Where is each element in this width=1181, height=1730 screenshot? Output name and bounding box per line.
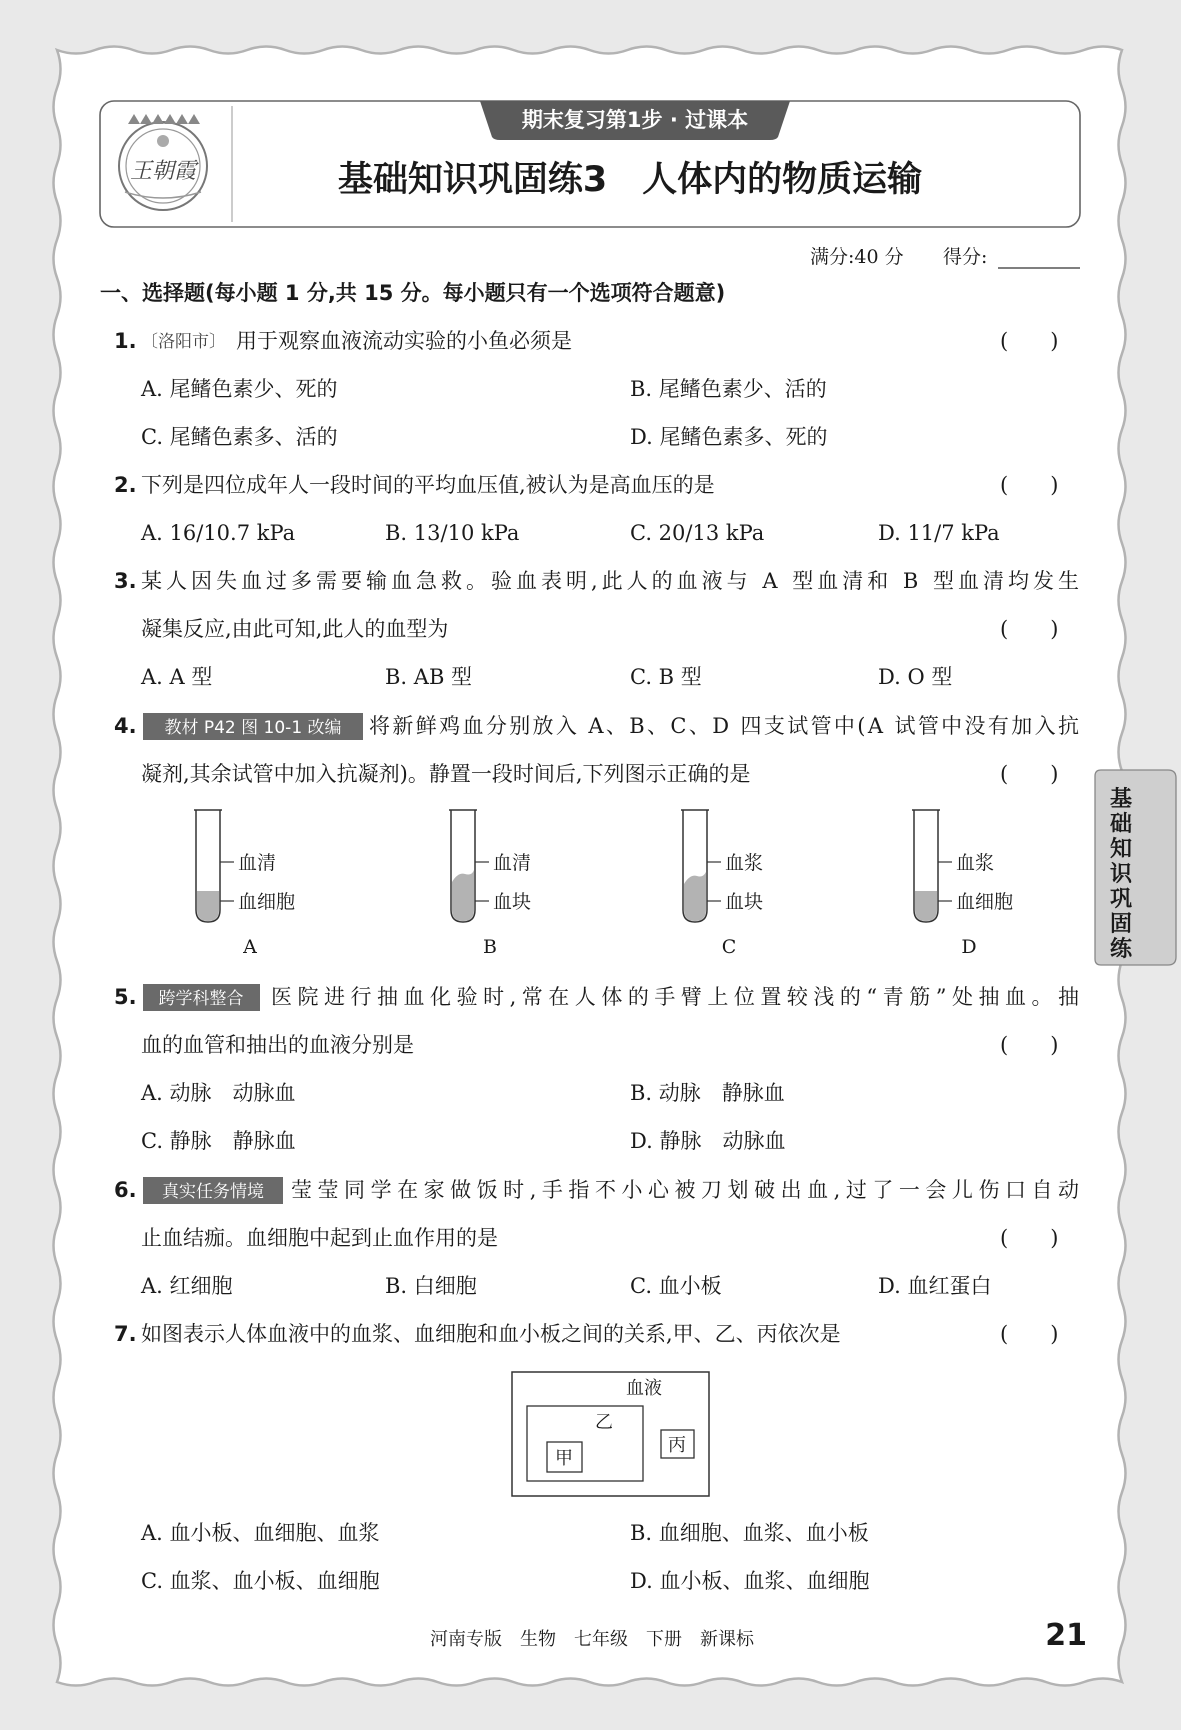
tube-label-top: 血清 — [493, 852, 532, 874]
diagram-inner-label: 甲 — [555, 1448, 573, 1469]
option-b[interactable]: B. AB 型 — [385, 665, 473, 689]
tube-letter[interactable]: C — [721, 936, 737, 958]
question-number: 2. — [114, 473, 137, 497]
tube-letter[interactable]: B — [483, 936, 497, 958]
tube-label-top: 血浆 — [956, 852, 995, 874]
option-b[interactable]: B. 尾鳍色素少、活的 — [630, 377, 827, 401]
tube-label-top: 血清 — [238, 852, 277, 874]
option-c[interactable]: C. 尾鳍色素多、活的 — [141, 425, 338, 449]
question-tag: 真实任务情境 — [162, 1182, 264, 1202]
answer-paren[interactable]: ( ) — [1000, 1033, 1059, 1057]
question-tag: 跨学科整合 — [158, 989, 244, 1009]
answer-paren[interactable]: ( ) — [1000, 762, 1059, 786]
option-c[interactable]: C. 20/13 kPa — [630, 521, 765, 545]
side-tab-char: 巩 — [1109, 887, 1133, 912]
question-text: 某人因失血过多需要输血急救。验血表明,此人的血液与 A 型血清和 B 型血清均发生 — [141, 569, 1079, 593]
option-a[interactable]: A. 动脉 动脉血 — [141, 1081, 296, 1105]
option-b[interactable]: B. 动脉 静脉血 — [630, 1081, 785, 1105]
question-number: 1. — [114, 329, 137, 353]
side-tab-char: 知 — [1109, 837, 1133, 862]
score-label: 得分: — [943, 246, 988, 268]
page-title: 基础知识巩固练3 人体内的物质运输 — [337, 160, 923, 200]
side-tab-char: 础 — [1109, 812, 1133, 837]
tube-label-bottom: 血细胞 — [956, 891, 1014, 913]
footer-text: 河南专版 生物 七年级 下册 新课标 — [430, 1629, 754, 1650]
diagram-middle-label: 乙 — [595, 1412, 613, 1433]
side-tab[interactable] — [1095, 770, 1176, 965]
tube-label-bottom: 血细胞 — [238, 891, 296, 913]
tube-letter[interactable]: A — [243, 936, 257, 958]
question-number: 5. — [114, 985, 137, 1009]
option-a[interactable]: A. 血小板、血细胞、血浆 — [141, 1521, 380, 1545]
answer-paren[interactable]: ( ) — [1000, 1322, 1059, 1346]
answer-paren[interactable]: ( ) — [1000, 473, 1059, 497]
option-d[interactable]: D. 血小板、血浆、血细胞 — [630, 1569, 870, 1593]
question-text: 凝集反应,由此可知,此人的血型为 — [141, 617, 449, 641]
tube-label-top: 血浆 — [725, 852, 764, 874]
side-tab-char: 练 — [1109, 937, 1133, 962]
question-text: 用于观察血液流动实验的小鱼必须是 — [236, 329, 572, 353]
diagram-side-label: 丙 — [668, 1435, 686, 1456]
option-a[interactable]: A. 16/10.7 kPa — [141, 521, 296, 545]
answer-paren[interactable]: ( ) — [1000, 329, 1059, 353]
answer-paren[interactable]: ( ) — [1000, 617, 1059, 641]
option-d[interactable]: D. 血红蛋白 — [878, 1274, 992, 1298]
header-badge: 期末复习第1步 · 过课本 — [521, 108, 749, 132]
section-heading: 一、选择题(每小题 1 分,共 15 分。每小题只有一个选项符合题意) — [100, 281, 726, 305]
option-a[interactable]: A. A 型 — [141, 665, 213, 689]
page-number: 21 — [1045, 1618, 1087, 1653]
option-d[interactable]: D. 11/7 kPa — [878, 521, 1000, 545]
question-text: 下列是四位成年人一段时间的平均血压值,被认为是高血压的是 — [141, 473, 715, 497]
side-tab-char: 识 — [1109, 862, 1133, 887]
question-text: 将新鲜鸡血分别放入 A、B、C、D 四支试管中(A 试管中没有加入抗 — [369, 714, 1079, 738]
option-b[interactable]: B. 血细胞、血浆、血小板 — [630, 1521, 869, 1545]
question-number: 4. — [114, 714, 137, 738]
question-text: 医院进行抽血化验时,常在人体的手臂上位置较浅的“青筋”处抽血。抽 — [271, 985, 1079, 1009]
option-c[interactable]: C. 血浆、血小板、血细胞 — [141, 1569, 380, 1593]
option-a[interactable]: A. 尾鳍色素少、死的 — [141, 377, 338, 401]
option-d[interactable]: D. 静脉 动脉血 — [630, 1129, 786, 1153]
question-tag: 教材 P42 图 10-1 改编 — [164, 718, 342, 738]
diagram-outer-label: 血液 — [626, 1378, 662, 1399]
tube-label-bottom: 血块 — [493, 891, 532, 913]
question-number: 6. — [114, 1178, 137, 1202]
question-text: 凝剂,其余试管中加入抗凝剂)。静置一段时间后,下列图示正确的是 — [141, 762, 751, 786]
question-text: 莹莹同学在家做饭时,手指不小心被刀划破出血,过了一会儿伤口自动 — [291, 1178, 1079, 1202]
option-b[interactable]: B. 白细胞 — [385, 1274, 477, 1298]
question-number: 7. — [114, 1322, 137, 1346]
option-d[interactable]: D. O 型 — [878, 665, 953, 689]
option-d[interactable]: D. 尾鳍色素多、死的 — [630, 425, 828, 449]
question-text: 如图表示人体血液中的血浆、血细胞和血小板之间的关系,甲、乙、丙依次是 — [141, 1322, 841, 1346]
source-tag: 〔洛阳市〕 — [141, 332, 226, 352]
answer-paren[interactable]: ( ) — [1000, 1226, 1059, 1250]
side-tab-char: 固 — [1109, 912, 1133, 937]
option-b[interactable]: B. 13/10 kPa — [385, 521, 520, 545]
option-a[interactable]: A. 红细胞 — [141, 1274, 233, 1298]
option-c[interactable]: C. 静脉 静脉血 — [141, 1129, 296, 1153]
question-text: 止血结痂。血细胞中起到止血作用的是 — [141, 1226, 498, 1250]
full-score: 满分:40 分 — [810, 246, 904, 268]
option-c[interactable]: C. 血小板 — [630, 1274, 722, 1298]
question-text: 血的血管和抽出的血液分别是 — [141, 1033, 414, 1057]
tube-label-bottom: 血块 — [725, 891, 764, 913]
side-tab-char: 基 — [1109, 787, 1133, 812]
option-c[interactable]: C. B 型 — [630, 665, 702, 689]
question-number: 3. — [114, 569, 137, 593]
logo-text: 王朝霞 — [129, 159, 197, 184]
tube-letter[interactable]: D — [961, 936, 977, 958]
